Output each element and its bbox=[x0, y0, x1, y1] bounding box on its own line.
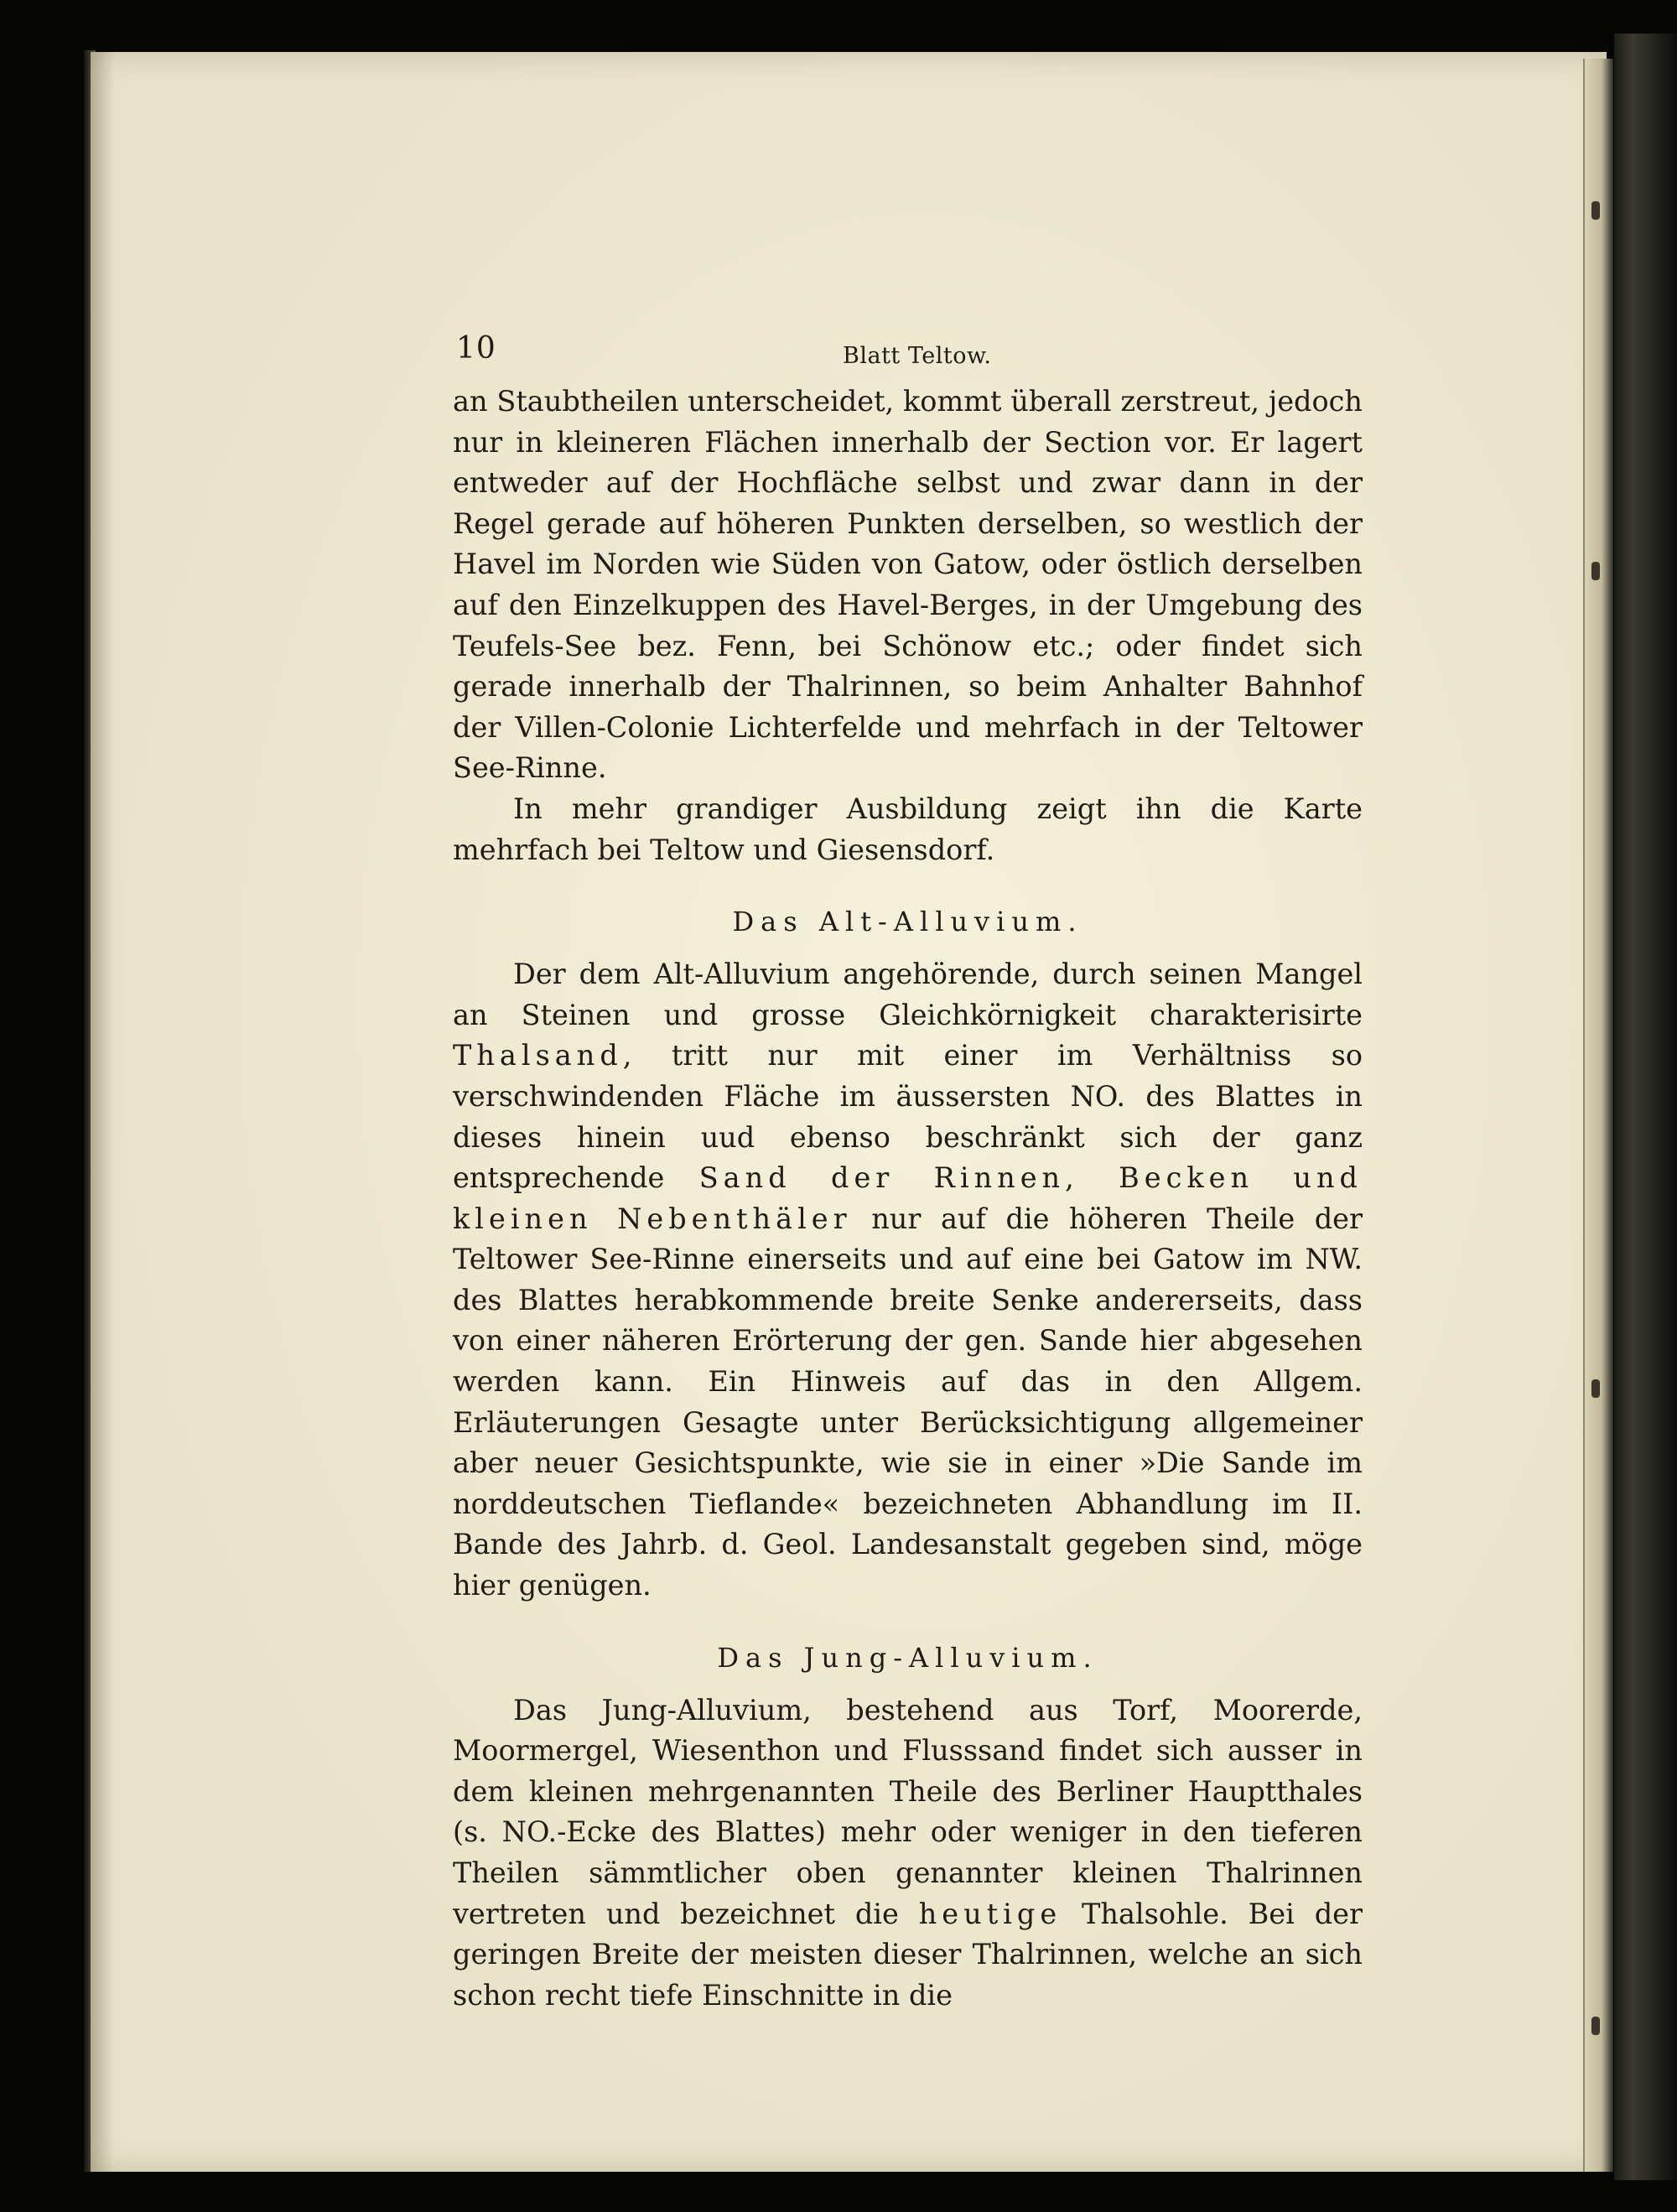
binding-stitch bbox=[1591, 2017, 1600, 2035]
text-run: Das Jung-Alluvium, bestehend aus Torf, Moorerde, Moormergel, Wiesenthon und Flusssand findet sich ausser in dem kleinen mehrgenannten Theile des Berliner Hauptthales (s. NO.-Ecke des Blattes) mehr oder weniger in den tieferen Theilen sämmtlicher oben genannter kleinen Thalrinnen vertreten und bezeichnet die bbox=[453, 1693, 1363, 1930]
text-run: nur auf die höheren Theile der Teltower See-Rinne einerseits und auf eine bei Gatow im NW. des Blattes herabkommende breite Senke andererseits, dass von einer näheren Erörterung der gen. Sande hier abgesehen werden kann. Ein Hinweis auf das in den Allgem. Erläuterungen Gesagte unter Berücksichtigung allgemeiner aber neuer Gesichtspunkte, wie sie in einer »Die Sande im norddeutschen Tieflande« bezeichneten Abhandlung im II. Bande des Jahrb. d. Geol. Landesanstalt gegeben sind, möge hier genügen. bbox=[453, 1202, 1363, 1602]
paragraph-staubtheilen: an Staubtheilen unterscheidet, kommt überall zerstreut, jedoch nur in kleineren Flächen innerhalb der Section vor. Er lagert entweder auf der Hochfläche selbst und zwar dann in der Regel gerade auf höheren Punkten derselben, so westlich der Havel im Norden wie Süden von Gatow, oder östlich derselben auf den Einzelkuppen des Havel-Berges, in der Umgebung des Teufels-See bez. Fenn, bei Schönow etc.; oder findet sich gerade innerhalb der Thalrinnen, so beim Anhalter Bahnhof der Villen-Colonie Lichterfelde und mehrfach in der Teltower See-Rinne. bbox=[453, 385, 1363, 785]
section-heading-alt-alluvium: Das Alt-Alluvium. bbox=[732, 906, 1083, 938]
paragraph-jung-alluvium bbox=[453, 1690, 1363, 2017]
term-sand-der-rinnen: Sand der Rinnen, Becken und kleinen Nebenthäler bbox=[453, 1161, 1363, 1235]
text-block bbox=[453, 331, 1363, 2016]
running-title: Blatt Teltow. bbox=[843, 343, 992, 369]
term-heutige: heutige bbox=[918, 1897, 1062, 1930]
section-heading-jung-alluvium: Das Jung-Alluvium. bbox=[717, 1641, 1098, 1674]
page-fold-edge bbox=[1583, 59, 1613, 2172]
binding-stitch bbox=[1591, 562, 1600, 580]
text-run: Der dem Alt-Alluvium angehörende, durch seinen Mangel an Steinen und grosse Gleichkörnigkeit charakterisirte bbox=[453, 958, 1363, 1031]
paragraph-grandiger: In mehr grandiger Ausbildung zeigt ihn die Karte mehrfach bei Teltow und Giesensdorf. bbox=[453, 792, 1363, 866]
binding-stitch bbox=[1591, 201, 1600, 220]
text-run: Thalsohle. Bei der geringen Breite der meisten dieser Thalrinnen, welche an sich schon recht tiefe Einschnitte in die bbox=[453, 1897, 1363, 2012]
page-header bbox=[453, 331, 1363, 382]
adjacent-page-edge bbox=[1614, 34, 1677, 2180]
binding-stitch bbox=[1591, 1379, 1600, 1398]
page-number: 10 bbox=[456, 331, 496, 366]
text-run: , tritt nur mit einer im Verhältniss so verschwindenden Fläche im äussersten NO. des Blattes in dieses hinein uud ebenso beschränkt sich der ganz entsprechende bbox=[453, 1039, 1363, 1195]
term-thalsand: Thalsand bbox=[453, 1039, 623, 1072]
paragraph-alt-alluvium bbox=[453, 954, 1363, 1607]
